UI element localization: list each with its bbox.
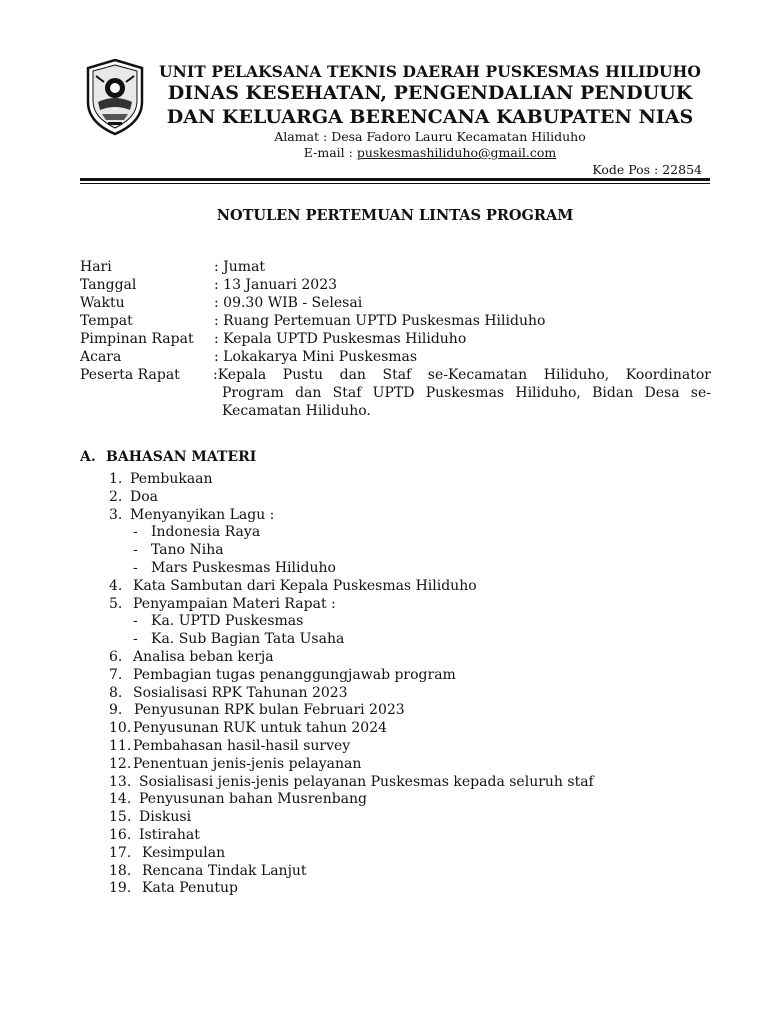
item-text: Sosialisasi jenis-jenis pelayanan Puskesmas kepada seluruh staf — [139, 773, 594, 790]
item-number: 18. — [109, 862, 132, 879]
item-text: Indonesia Raya — [151, 524, 261, 541]
list-subitem — [80, 613, 700, 631]
item-number: 9. — [109, 702, 123, 719]
letterhead-divider-thin — [80, 183, 710, 184]
department-name-line2: DAN KELUARGA BERENCANA KABUPATEN NIAS — [166, 106, 694, 128]
list-item — [80, 507, 700, 525]
email-link[interactable]: puskesmashiliduho@gmail.com — [356, 145, 557, 160]
info-value: : Ruang Pertemuan UPTD Puskesmas Hiliduho — [214, 313, 546, 329]
list-item — [80, 720, 700, 738]
item-text: Diskusi — [139, 809, 192, 826]
item-number: 2. — [109, 488, 123, 505]
item-text: Kesimpulan — [142, 844, 226, 861]
item-text: Mars Puskesmas Hiliduho — [151, 559, 336, 576]
regency-logo-icon — [84, 58, 146, 136]
list-item — [80, 471, 700, 489]
info-label: Hari — [80, 259, 112, 275]
info-label: Waktu — [80, 295, 125, 311]
list-item — [80, 489, 700, 507]
item-number: 5. — [109, 595, 123, 612]
item-number: 14. — [109, 791, 132, 808]
info-label: Tanggal — [80, 277, 137, 293]
item-number: 6. — [109, 648, 123, 665]
item-dash: - — [133, 631, 138, 648]
list-item — [80, 774, 700, 792]
info-label: Pimpinan Rapat — [80, 331, 194, 347]
list-item — [80, 845, 700, 863]
info-value: : Lokakarya Mini Puskesmas — [214, 349, 418, 365]
item-text: Penyusunan RUK untuk tahun 2024 — [133, 720, 388, 737]
info-label: Acara — [80, 349, 122, 365]
info-label: Tempat — [80, 313, 133, 329]
participants-rest: Program dan Staf UPTD Puskesmas Hiliduho, Bidan Desa se-Kecamatan Hiliduho. — [222, 385, 711, 419]
list-item — [80, 667, 700, 685]
item-number: 12. — [109, 755, 132, 772]
item-dash: - — [133, 613, 138, 630]
section-title: BAHASAN MATERI — [106, 449, 257, 465]
list-item — [80, 649, 700, 667]
info-value: : Kepala UPTD Puskesmas Hiliduho — [214, 331, 467, 347]
item-text: Menyanyikan Lagu : — [130, 506, 275, 523]
participants-first-line: :Kepala Pustu dan Staf se-Kecamatan Hiliduho, Koordinator — [213, 367, 711, 383]
info-row-hari — [80, 258, 712, 276]
item-number: 7. — [109, 666, 123, 683]
list-item — [80, 738, 700, 756]
item-number: 8. — [109, 684, 123, 701]
item-text: Kata Sambutan dari Kepala Puskesmas Hiliduho — [133, 577, 477, 594]
email-label: E-mail : — [303, 145, 357, 160]
info-value: : Jumat — [214, 259, 266, 275]
agenda-list — [80, 471, 700, 898]
participants-text — [213, 366, 711, 420]
item-number: 15. — [109, 809, 132, 826]
item-text: Tano Niha — [151, 542, 224, 559]
item-text: Sosialisasi RPK Tahunan 2023 — [133, 684, 348, 701]
item-dash: - — [133, 542, 138, 559]
list-item — [80, 791, 700, 809]
section-heading — [80, 449, 256, 465]
item-number: 10. — [109, 720, 132, 737]
list-item — [80, 578, 700, 596]
list-item — [80, 596, 700, 614]
item-text: Ka. Sub Bagian Tata Usaha — [151, 631, 345, 648]
item-number: 3. — [109, 506, 123, 523]
item-text: Ka. UPTD Puskesmas — [151, 613, 304, 630]
list-item — [80, 809, 700, 827]
item-text: Penyusunan bahan Musrenbang — [139, 791, 368, 808]
item-text: Pembukaan — [130, 471, 213, 487]
item-number: 16. — [109, 826, 132, 843]
item-text: Kata Penutup — [142, 880, 238, 897]
list-item — [80, 863, 700, 881]
info-value: : 13 Januari 2023 — [214, 277, 338, 293]
meeting-info — [80, 258, 712, 419]
item-text: Rencana Tindak Lanjut — [142, 862, 307, 879]
list-subitem — [80, 542, 700, 560]
info-row-tempat — [80, 312, 712, 330]
item-number: 17. — [109, 844, 132, 861]
info-label: Peserta Rapat — [80, 367, 180, 383]
item-number: 13. — [109, 773, 132, 790]
info-row-tanggal — [80, 276, 712, 294]
department-name-line1: DINAS KESEHATAN, PENGENDALIAN PENDUUK — [167, 82, 693, 104]
item-text: Pembagian tugas penanggungjawab program — [133, 666, 456, 683]
item-number: 19. — [109, 880, 132, 897]
info-value: : 09.30 WIB - Selesai — [214, 295, 363, 311]
info-row-waktu — [80, 294, 712, 312]
item-text: Istirahat — [139, 826, 200, 843]
item-number: 11. — [109, 737, 132, 754]
item-text: Pembahasan hasil-hasil survey — [133, 737, 351, 754]
list-subitem — [80, 631, 700, 649]
item-text: Penyusunan RPK bulan Februari 2023 — [134, 702, 405, 719]
list-subitem — [80, 560, 700, 578]
document-title: NOTULEN PERTEMUAN LINTAS PROGRAM — [216, 207, 574, 224]
letterhead-divider-thick — [80, 178, 710, 181]
agency-name: UNIT PELAKSANA TEKNIS DAERAH PUSKESMAS HILIDUHO — [158, 62, 702, 81]
info-row-pimpinan — [80, 330, 712, 348]
item-dash: - — [133, 559, 138, 576]
list-item — [80, 827, 700, 845]
item-number: 4. — [109, 577, 123, 594]
item-dash: - — [133, 524, 138, 541]
list-subitem — [80, 524, 700, 542]
item-text: Penentuan jenis-jenis pelayanan — [133, 755, 362, 772]
info-row-acara — [80, 348, 712, 366]
item-text: Analisa beban kerja — [133, 648, 274, 665]
list-item — [80, 702, 700, 720]
item-text: Doa — [130, 488, 158, 505]
list-item — [80, 685, 700, 703]
email-line — [150, 145, 710, 160]
section-letter: A. — [80, 449, 96, 465]
address: Alamat : Desa Fadoro Lauru Kecamatan Hiliduho — [274, 129, 586, 144]
list-item — [80, 880, 700, 898]
item-number: 1. — [109, 471, 123, 487]
postal-code: Kode Pos : 22854 — [592, 162, 702, 177]
list-item — [80, 756, 700, 774]
item-text: Penyampaian Materi Rapat : — [133, 595, 336, 612]
